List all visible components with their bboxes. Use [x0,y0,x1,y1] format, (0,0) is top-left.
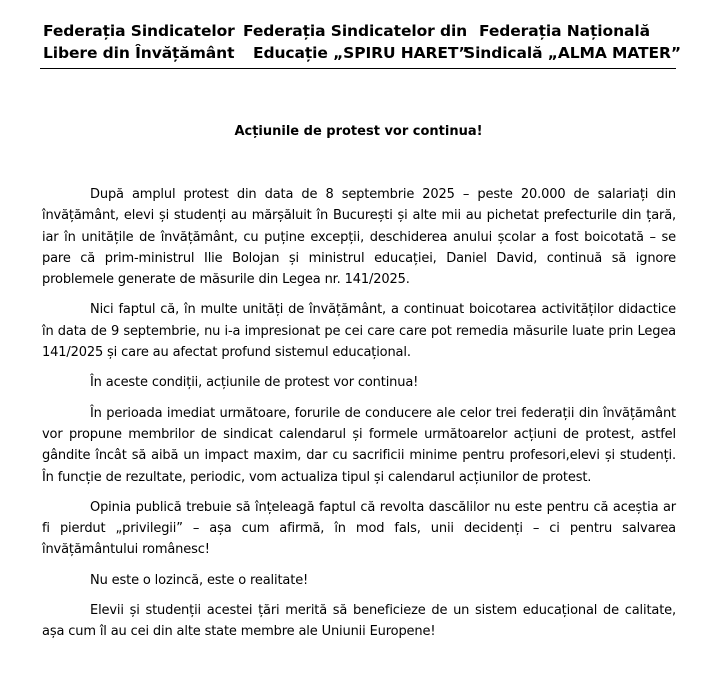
paragraph: Nici faptul că, în multe unități de învățământ, a continuat boicotarea activităților didactice în data de 9 septembrie, nu i-a impresionat pe cei care care pot remedia măsurile luate prin Legea 141/2025 și care au afectat profund sistemul educațional. [42,302,676,361]
org-alma-mater [464,20,681,64]
org-fsli [43,20,235,64]
org-alma-mater-line2: Sindicală „ALMA MATER” [464,44,681,62]
paragraph: În perioada imediat următoare, forurile de conducere ale celor trei federații din învățământ vor propune membrilor de sindicat calendarul și formele următoarelor acțiuni de protest, astfel gândite încât să aibă un impact maxim, dar cu sacrificii minime pentru profesori,elevi și studenți. În funcție de rezultate, periodic, vom actualiza tipul și calendarul acțiunilor de protest. [42,405,676,485]
paragraph: Nu este o lozincă, este o realitate! [90,572,309,588]
paragraph: După amplul protest din data de 8 septembrie 2025 – peste 20.000 de salariați din învățământ, elevi și studenți au mărșăluit în București și alte mii au pichetat prefecturile din țară, iar în unitățile de învățământ, cu puține excepții, deschiderea anului școlar a fost boicotată – se pare că prim-ministrul Ilie Bolojan și ministrul educației, Daniel David, continuă să ignore problemele generate de măsurile din Legea nr. 141/2025. [42,187,676,288]
org-alma-mater-line1: Federația Națională [479,22,650,40]
paragraph: Opinia publică trebuie să înțeleagă faptul că revolta dascălilor nu este pentru că aceștia ar fi pierdut „privilegii” – așa cum afirmă, în mod fals, unii decidenți – ci pentru salvarea învățământului românesc! [42,499,676,558]
org-spiru-haret [243,20,468,64]
org-fsli-line1: Federația Sindicatelor [43,22,235,40]
letterhead [40,20,681,69]
org-spiru-haret-line1: Federația Sindicatelor din [243,22,468,40]
paragraph: Elevii și studenții acestei țări merită să beneficieze de un sistem educațional de calitate, așa cum îl au cei din alte state membre ale Uniunii Europene! [42,603,676,640]
org-spiru-haret-line2: Educație „SPIRU HARET” [253,44,469,62]
org-fsli-line2: Libere din Învățământ [43,44,235,62]
document-title: Acțiunile de protest vor continua! [234,124,483,139]
paragraph: În aceste condiții, acțiunile de protest vor continua! [90,375,419,391]
document-body [42,184,676,643]
